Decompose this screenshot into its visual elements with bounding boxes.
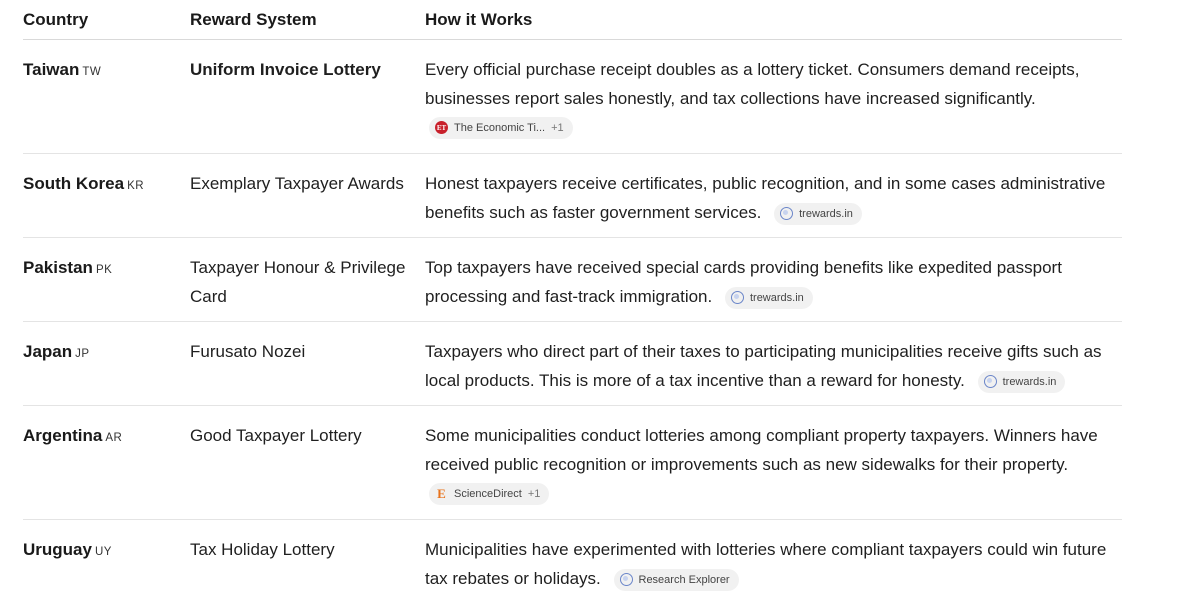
country-name: Japan (23, 342, 73, 361)
country-cell (23, 169, 190, 237)
how-it-works-cell (425, 169, 1122, 237)
how-it-works-cell (425, 253, 1122, 321)
reward-system-cell: Exemplary Taxpayer Awards (190, 174, 404, 193)
table-header (23, 0, 1122, 40)
header-reward-system: Reward System (190, 9, 317, 29)
comparison-table (23, 0, 1122, 606)
citation-chip[interactable] (429, 483, 549, 505)
citation-chip[interactable] (774, 203, 862, 225)
citation-source: trewards.in (799, 207, 853, 220)
citation-chip[interactable] (725, 287, 813, 309)
country-name: South Korea (23, 174, 125, 193)
citation-chip[interactable] (978, 371, 1066, 393)
globe-icon (731, 291, 744, 304)
country-code: TW (82, 66, 102, 78)
reward-system-cell: Taxpayer Honour & Privilege Card (190, 258, 406, 306)
globe-icon (780, 207, 793, 220)
table-row (23, 520, 1122, 606)
country-name: Argentina (23, 426, 103, 445)
how-it-works-text: Some municipalities conduct lotteries among compliant property taxpayers. Winners have received public recognition or improvements such as new sidewalks for their property. (425, 426, 1098, 474)
globe-icon (984, 375, 997, 388)
how-it-works-text: Honest taxpayers receive certificates, public recognition, and in some cases administrative benefits such as faster government services. (425, 174, 1106, 222)
header-how-it-works: How it Works (425, 9, 533, 29)
how-it-works-cell (425, 337, 1122, 405)
how-it-works-text: Municipalities have experimented with lotteries where compliant taxpayers could win future tax rebates or holidays. (425, 540, 1107, 588)
how-it-works-text: Top taxpayers have received special cards providing benefits like expedited passport processing and fast-track immigration. (425, 258, 1062, 306)
reward-system-cell: Tax Holiday Lottery (190, 540, 335, 559)
citation-source: ScienceDirect (454, 487, 522, 500)
table-row (23, 322, 1122, 406)
citation-chip[interactable] (614, 569, 739, 591)
citation-chip[interactable] (429, 117, 573, 139)
country-code: KR (127, 180, 145, 192)
how-it-works-cell (425, 55, 1122, 153)
country-code: AR (105, 432, 123, 444)
table-row (23, 154, 1122, 238)
reward-system-cell: Good Taxpayer Lottery (190, 426, 362, 445)
sciencedirect-icon: E (437, 485, 446, 501)
country-name: Pakistan (23, 258, 93, 277)
country-cell (23, 55, 190, 153)
citation-more-count: +1 (551, 121, 564, 134)
citation-source: The Economic Ti... (454, 121, 546, 134)
citation-more-count: +1 (527, 487, 541, 500)
table-row (23, 406, 1122, 520)
country-cell (23, 421, 190, 519)
country-cell (23, 535, 190, 606)
reward-system-cell: Furusato Nozei (190, 342, 306, 361)
citation-source: trewards.in (749, 291, 804, 304)
country-cell (23, 253, 190, 321)
table-row (23, 238, 1122, 322)
country-code: JP (75, 348, 90, 360)
country-name: Taiwan (23, 60, 80, 79)
how-it-works-text: Taxpayers who direct part of their taxes to participating municipalities receive gifts such as local products. This is more of a tax incentive than a reward for honesty. (425, 342, 1102, 390)
header-country: Country (23, 9, 89, 29)
country-code: PK (95, 264, 113, 276)
globe-icon (620, 573, 633, 586)
citation-source: trewards.in (1002, 375, 1057, 388)
country-cell (23, 337, 190, 405)
how-it-works-cell (425, 421, 1122, 519)
country-code: UY (94, 546, 112, 558)
citation-source: Research Explorer (638, 573, 730, 586)
how-it-works-text: Every official purchase receipt doubles as a lottery ticket. Consumers demand receipts, businesses report sales honestly, and tax collections have increased significantly. (425, 60, 1080, 108)
table-row (23, 40, 1122, 154)
reward-system-cell: Uniform Invoice Lottery (190, 60, 381, 79)
country-name: Uruguay (23, 540, 92, 559)
economic-times-icon: ET (435, 121, 448, 134)
how-it-works-cell (425, 535, 1122, 606)
